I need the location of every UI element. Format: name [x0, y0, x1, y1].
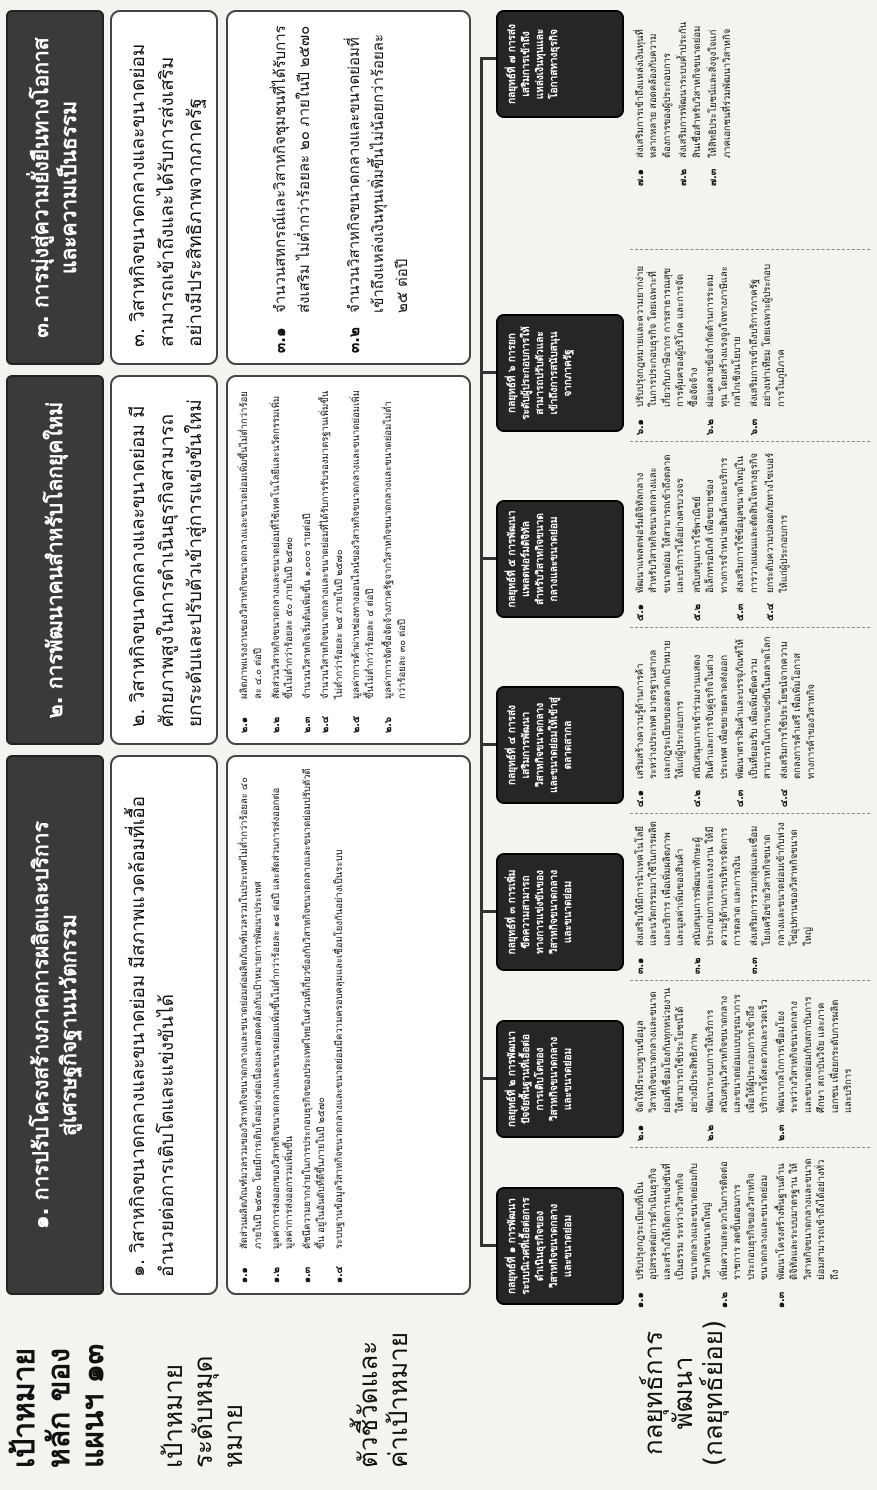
sub-text: ผ่อนคลายข้อจำกัดด้านการระดมทุน โดยสร้างแรงจูงใจทางภาษีและกลไกเชิงนโยบาย: [705, 266, 744, 407]
substrategy-col-7: [630, 10, 870, 190]
indicator-no: ๓.๑: [271, 327, 289, 353]
sub-no: ๗.๒: [678, 168, 690, 186]
tree-drop: [480, 557, 496, 560]
sub-text: ปรับปรุงกฎระเบียบที่เป็นอุปสรรคต่อการดำเนินธุรกิจและสร้างให้เกิดการแข่งขันที่เป็นธรรม ระหว่างวิสาหกิจขนาดกลางและขนาดย่อมกับวิสาหกิจขนาดใหญ่: [635, 1163, 714, 1280]
indicator-text: จำนวนวิสาหกิจขนาดกลางและขนาดย่อมที่เข้าถึงแหล่งเงินทุนเพิ่มขึ้นไม่น้อยกว่าร้อยละ ๒๕ ต่อปี: [345, 33, 411, 313]
substrategy-col-2: [630, 983, 870, 1145]
sub-text: พัฒนาแพลตฟอร์มดิจิทัลกลางสำหรับวิสาหกิจขนาดกลางและขนาดย่อม ให้สามารถเข้าถึงตลาดและบริการได้อย่างครบวงจร: [635, 454, 687, 593]
sub-no: ๕.๒: [691, 603, 703, 621]
strategy-box-4: กลยุทธ์ที่ ๔ การส่งเสริมการพัฒนาวิสาหกิจขนาดกลางและขนาดย่อมให้เข้าสู่ตลาดสากล: [496, 686, 624, 804]
sub-text: ส่งเสริมการเข้าถึงแหล่งเงินทุนที่หลากหลาย สอดคล้องกับความต้องการของผู้ประกอบการ: [635, 29, 673, 158]
sub-no: ๑.๑: [635, 1292, 646, 1308]
tree-drop: [480, 57, 496, 60]
sub-text: ส่งเสริมการใช้ข้อมูลขนาดใหญ่ในการวางแผนและตัดสินใจทางธุรกิจ: [735, 452, 760, 593]
sub-text: ส่งเสริมการใช้ประโยชน์จากความตกลงการค้าเสรี เพื่อเพิ่มโอกาสทางการค้าของวิสาหกิจ: [778, 641, 817, 779]
column-divider: [630, 1147, 870, 1148]
indicator-text: ดัชนีความยากง่ายในการประกอบธุรกิจของประเทศไทยในส่วนที่เกี่ยวข้องกับวิสาหกิจขนาดกลางและขนาดย่อมปรับตัวดีขึ้น อยู่ในอันดับที่ดีขึ้นภายในปี ๒๕๗๐: [302, 768, 327, 1249]
goal-box-3: ๓. วิสาหกิจขนาดกลางและขนาดย่อม สามารถเข้าถึงและได้รับการส่งเสริมอย่างมีประสิทธิภาพจากภาครัฐ: [110, 10, 218, 365]
strategy-box-3: กลยุทธ์ที่ ๓ การเพิ่มขีดความสามารถทางการแข่งขันของวิสาหกิจขนาดกลางและขนาดย่อม: [496, 853, 624, 971]
sub-no: ๓.๒: [691, 957, 703, 974]
sub-no: ๒.๓: [775, 1124, 787, 1141]
indicator-text: มูลค่าการจัดซื้อจัดจ้างภาครัฐจากวิสาหกิจขนาดกลางและขนาดย่อมไม่ต่ำกว่าร้อยละ ๓๐ ต่อปี: [382, 401, 408, 699]
substrategy-col-3: [630, 816, 870, 978]
column-divider: [630, 980, 870, 981]
strategy-label: กลยุทธ์การพัฒนา (กลยุทธ์ย่อย): [639, 1319, 729, 1467]
sub-no: ๑.๓: [775, 1291, 787, 1308]
sub-no: ๗.๓: [708, 168, 720, 186]
strategy-box-1: กลยุทธ์ที่ ๑ การพัฒนาระบบนิเวศที่เอื้อต่อการดำเนินธุรกิจของวิสาหกิจขนาดกลางและขนาดย่อม: [496, 1187, 624, 1305]
sub-no: ๕.๔: [765, 603, 777, 621]
sub-no: ๓.๓: [748, 957, 760, 974]
substrategy-col-4: [630, 631, 870, 811]
substrategy-col-1: [630, 1150, 870, 1312]
indicator-no: ๑.๒: [270, 1267, 282, 1283]
column-divider: [630, 249, 870, 250]
tree-drop: [480, 1077, 496, 1080]
sub-text: ปรับปรุงกฎหมายและความยากง่ายในการประกอบธุรกิจ โดยเฉพาะที่เกี่ยวกับภาษีอากร การสาธารณสุข การคุ้มครองผู้บริโภค และการจัดซื้อจัดจ้าง: [635, 265, 700, 407]
tree-drop: [480, 1244, 496, 1247]
sub-text: สนับสนุนการพัฒนาทักษะผู้ประกอบการและแรงงาน ให้มีความรู้ด้านการบริหารจัดการ การตลาด และการเงิน: [691, 826, 744, 946]
sub-no: ๖.๒: [705, 419, 717, 435]
tree-connector: [480, 57, 483, 1247]
sub-text: พัฒนาโครงสร้างพื้นฐานด้านดิจิทัลและระบบมาตรฐาน ให้วิสาหกิจขนาดกลางและขนาดย่อมสามารถเข้าถึงได้อย่างทั่วถึง: [775, 1158, 841, 1280]
indicator-text: จำนวนวิสาหกิจเริ่มต้นเพิ่มขึ้น ๑,๐๐๐ รายต่อปี: [302, 513, 314, 699]
indicator-no: ๒.๓: [302, 716, 314, 733]
indicator-text: จำนวนวิสาหกิจขนาดกลางและขนาดย่อมที่ได้รับการรับรองมาตรฐานเพิ่มขึ้นไม่ต่ำกว่าร้อยละ ๒๕ ภายในปี ๒๕๗๐: [319, 390, 345, 699]
sub-no: ๔.๔: [778, 789, 790, 807]
sub-text: พัฒนากลไกการเชื่อมโยงระหว่างวิสาหกิจขนาดกลางและขนาดย่อมกับสถาบันการศึกษา สถาบันวิจัย และภาคเอกชน เพื่อยกระดับการผลิตและบริการ: [775, 996, 855, 1113]
indicator-box-3: [226, 10, 471, 365]
sub-text: ส่งเสริมการรวมกลุ่มและเชื่อมโยงเครือข่ายวิสาหกิจขนาดกลางและขนาดย่อมเข้ากับห่วงโซ่อุปทานของวิสาหกิจขนาดใหญ่: [748, 822, 814, 946]
header-restructuring: [6, 755, 104, 1295]
indicator-no: ๑.๓: [302, 1266, 314, 1283]
substrategy-col-5: [630, 445, 870, 625]
sub-text: เพิ่มความสะดวกในการติดต่อราชการ ลดขั้นตอนการประกอบธุรกิจของวิสาหกิจขนาดกลางและขนาดย่อม: [718, 1161, 771, 1280]
tree-drop: [480, 371, 496, 374]
header-people-development: [6, 375, 104, 745]
tree-drop: [480, 743, 496, 746]
column-divider: [630, 441, 870, 442]
sub-no: ๗.๑: [635, 169, 646, 186]
indicator-text: มูลค่าการส่งออกของวิสาหกิจขนาดกลางและขนาดย่อมเพิ่มขึ้นไม่ต่ำกว่าร้อยละ ๑๘ ต่อปี และสัดส่วนการส่งออกต่อมูลค่าการส่งออกรวมเพิ่มขึ้น: [270, 787, 296, 1249]
indicator-text: สัดส่วนวิสาหกิจขนาดกลางและขนาดย่อมที่ใช้เทคโนโลยีและนวัตกรรมเพิ่มขึ้นไม่ต่ำกว่าร้อยละ ๕๐ ภายในปี ๒๕๗๐: [270, 395, 296, 699]
sub-text: ยกระดับความปลอดภัยทางไซเบอร์ให้แก่ผู้ประกอบการ: [765, 452, 790, 593]
sub-text: ส่งเสริมการเข้าถึงบริการภาครัฐอย่างเท่าเทียม โดยเฉพาะผู้ประกอบการในภูมิภาค: [748, 264, 787, 407]
sub-text: ส่งเสริมให้มีการนำเทคโนโลยีและนวัตกรรมมาใช้ในการผลิตและบริการ เพื่อเพิ่มผลิตภาพและมูลค่าเพิ่มของสินค้า: [635, 821, 687, 946]
sub-text: จัดให้มีระบบฐานข้อมูลวิสาหกิจขนาดกลางและขนาดย่อมที่เชื่อมโยงกันทุกหน่วยงาน ให้สามารถใช้ประโยชน์ได้อย่างมีประสิทธิภาพ: [635, 987, 700, 1113]
tree-drop: [480, 910, 496, 913]
indicator-no: ๒.๔: [319, 715, 331, 733]
indicator-no: ๒.๒: [270, 716, 282, 733]
sub-text: พัฒนาระบบการให้บริการสนับสนุนวิสาหกิจขนาดกลางและขนาดย่อมแบบบูรณาการ เพื่อให้ผู้ประกอบการเข้าถึงบริการได้สะดวกและรวดเร็ว: [705, 994, 771, 1113]
indicator-box-1: [226, 755, 471, 1295]
indicator-text: มูลค่าการค้าผ่านช่องทางออนไลน์ของวิสาหกิจขนาดกลางและขนาดย่อมเพิ่มขึ้นไม่ต่ำกว่าร้อยละ ๔ ต่อปี: [351, 390, 377, 699]
indicator-no: ๑.๔: [333, 1266, 345, 1283]
sub-no: ๒.๒: [705, 1124, 717, 1141]
sub-text: เสริมสร้างความรู้ด้านการค้าระหว่างประเทศ มาตรฐานสากล และกฎระเบียบของตลาดเป้าหมาย ให้แก่ผู้ประกอบการ: [635, 640, 687, 779]
sub-no: ๕.๑: [635, 604, 646, 621]
indicator-no: ๑.๑: [239, 1267, 250, 1283]
indicator-text: สัดส่วนผลิตภัณฑ์มวลรวมของวิสาหกิจขนาดกลางและขนาดย่อมต่อผลิตภัณฑ์มวลรวมในประเทศไม่ต่ำกว่าร้อยละ ๔๐ ภายในปี ๒๕๗๐ โดยมีการเติบโตอย่างต่อเนื่องและสอดคล้องกับเป้าหมายการพัฒนาประเทศ: [239, 777, 264, 1249]
indicator-label: ตัวชี้วัดและค่าเป้าหมาย: [354, 1331, 414, 1468]
strategy-box-2: กลยุทธ์ที่ ๒ การพัฒนาปัจจัยพื้นฐานที่เอื้อต่อการเติบโตของวิสาหกิจขนาดกลางและขนาดย่อม: [496, 1020, 624, 1138]
goal-box-2: ๒. วิสาหกิจขนาดกลางและขนาดย่อม มีศักยภาพสูงในการดำเนินธุรกิจสามารถยกระดับและปรับตัวเข้าสู่การแข่งขันใหม่: [110, 375, 218, 745]
header-3-line2: และความเป็นธรรม: [57, 100, 81, 275]
column-divider: [630, 627, 870, 628]
sub-no: ๑.๒: [718, 1292, 730, 1308]
strategy-box-7: กลยุทธ์ที่ ๗ การส่งเสริมการเข้าถึงแหล่งเงินทุนและโอกาสทางธุรกิจ: [496, 10, 624, 118]
strategy-box-5: กลยุทธ์ที่ ๕ การพัฒนาแพลตฟอร์มดิจิทัลสำหรับวิสาหกิจขนาดกลางและขนาดย่อม: [496, 500, 624, 618]
sub-no: ๔.๒: [691, 789, 703, 807]
main-goal-label: เป้าหมายหลัก ของแผนฯ ๑๓: [7, 1343, 111, 1468]
header-2-line1: ๒. การพัฒนาคนสำหรับโลกยุคใหม่: [42, 401, 67, 719]
indicator-no: ๒.๑: [239, 717, 250, 733]
indicator-box-2: [226, 375, 471, 745]
indicator-no: ๓.๒: [345, 327, 363, 353]
sub-text: ส่งเสริมการพัฒนาระบบค้ำประกันสินเชื่อสำหรับวิสาหกิจขนาดย่อม: [678, 21, 703, 158]
sub-no: ๖.๓: [748, 418, 760, 435]
sub-text: พัฒนาตราสินค้าและบรรจุภัณฑ์ให้เป็นที่ยอมรับ เพื่อเพิ่มขีดความสามารถในการแข่งขันในตลาดโลก: [735, 636, 774, 779]
header-1-line2: สู่เศรษฐกิจฐานนวัตกรรม: [57, 914, 81, 1136]
indicator-no: ๒.๕: [351, 715, 363, 733]
sub-no: ๔.๑: [635, 790, 646, 807]
header-sustainability: [6, 10, 104, 365]
sub-no: ๓.๑: [635, 957, 646, 974]
sub-text: สนับสนุนการใช้พาณิชย์อิเล็กทรอนิกส์ เพื่อขยายช่องทางการจำหน่ายสินค้าและบริการ: [691, 457, 730, 593]
goal-box-1: ๑. วิสาหกิจขนาดกลางและขนาดย่อม มีสภาพแวดล้อมที่เอื้ออำนวยต่อการเติบโตและแข่งขันได้: [110, 755, 218, 1295]
goal-level-label: เป้าหมายระดับหมุดหมาย: [159, 1355, 249, 1468]
indicator-text: ระบบฐานข้อมูลวิสาหกิจขนาดกลางและขนาดย่อมมีความครอบคลุมและเชื่อมโยงกันอย่างเป็นระบบ: [333, 849, 345, 1249]
indicator-no: ๒.๖: [382, 717, 394, 733]
header-1-line1: ๑. การปรับโครงสร้างภาคการผลิตและบริการ: [28, 821, 53, 1229]
header-3-line1: ๓. การมุ่งสู่ความยั่งยืนทางโอกาส: [28, 37, 53, 338]
sub-no: ๔.๓: [735, 789, 747, 807]
sub-no: ๕.๓: [735, 603, 747, 621]
strategy-box-6: กลยุทธ์ที่ ๖ การยกระดับผู้ประกอบการให้สามารถปรับตัวและเข้าถึงการสนับสนุนจากภาครัฐ: [496, 314, 624, 432]
indicator-text: จำนวนสหกรณ์และวิสาหกิจชุมชนที่ได้รับการส่งเสริม ไม่ต่ำกว่าร้อยละ ๒๐ ภายในปี ๒๕๗๐: [271, 25, 313, 313]
sub-text: สนับสนุนการเข้าร่วมงานแสดงสินค้าและการจับคู่ธุรกิจในต่างประเทศ เพื่อขยายตลาดส่งออก: [691, 654, 730, 779]
substrategy-col-6: [630, 259, 870, 439]
column-divider: [630, 813, 870, 814]
sub-no: ๖.๑: [635, 419, 646, 435]
sub-no: ๒.๑: [635, 1125, 646, 1141]
indicator-text: ผลิตภาพแรงงานของวิสาหกิจขนาดกลางและขนาดย่อมเพิ่มขึ้นไม่ต่ำกว่าร้อยละ ๔.๐ ต่อปี: [239, 391, 264, 699]
sub-text: ให้สิทธิประโยชน์และสิ่งจูงใจแก่ภาคเอกชนที่ร่วมพัฒนาวิสาหกิจ: [708, 28, 733, 158]
